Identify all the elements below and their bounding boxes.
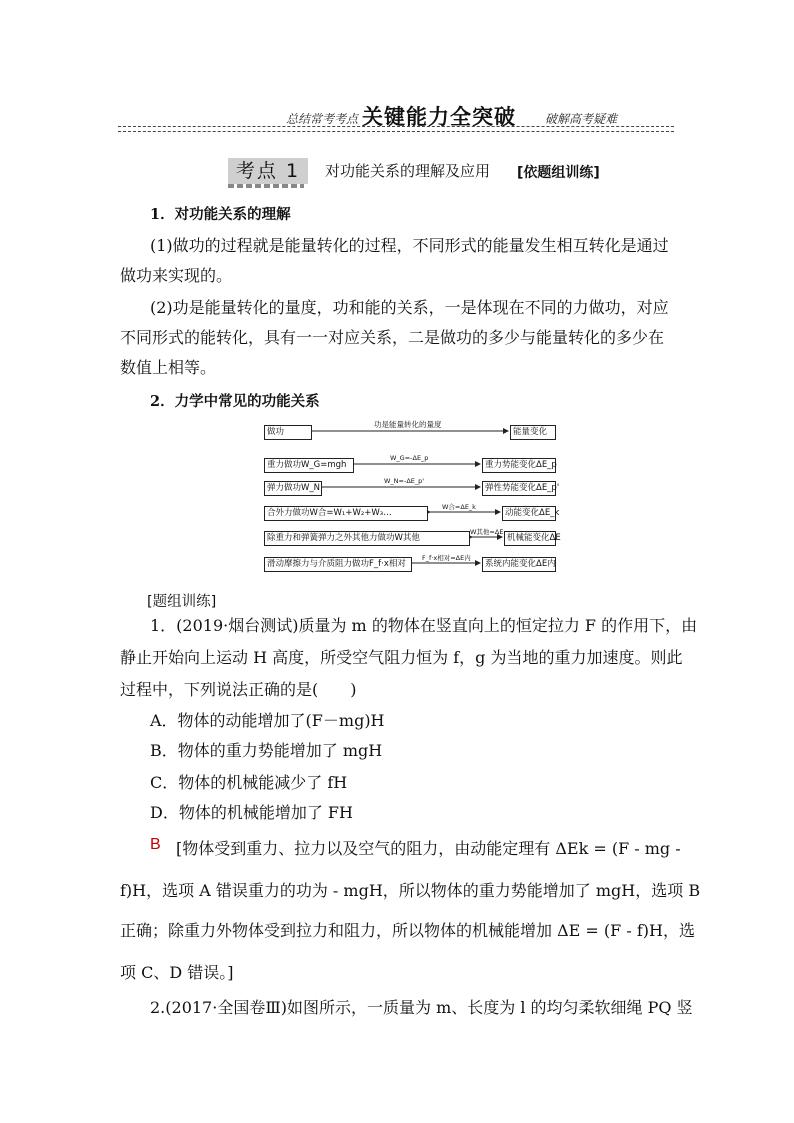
- q1-explanation-line3: 正确；除重力外物体受到拉力和阻力，所以物体的机械能增加 ΔE = (F - f)H，选: [120, 921, 695, 940]
- diagram-row2-arrow-label: W_N=-ΔE_p': [384, 477, 425, 485]
- q1-explanation-line2: f)H，选项 A 错误重力的功为 - mgH，所以物体的重力势能增加了 mgH，选项 B: [120, 881, 701, 900]
- diagram-top-label: 功是能量转化的量度: [374, 420, 442, 429]
- diagram-row2-right: 弹性势能变化ΔE_p': [482, 481, 556, 496]
- q1-explanation-line1: [物体受到重力、拉力以及空气的阻力，由动能定理有 ΔEk = (F - mg -: [176, 839, 681, 858]
- section-title: 对功能关系的理解及应用: [325, 162, 491, 180]
- section-badge-underline: [228, 184, 304, 188]
- part1-p1-line1: (1)做功的过程就是能量转化的过程，不同形式的能量发生相互转化是通过: [150, 236, 669, 255]
- q1-answer: B: [150, 836, 161, 853]
- header-left: 总结常考考点: [286, 112, 359, 126]
- diagram-row5-left: 滑动摩擦力与介质阻力做功F_f·x相对: [264, 557, 412, 572]
- diagram-row4-right: 机械能变化ΔE: [504, 531, 556, 546]
- part1-heading: 1．对功能关系的理解: [150, 206, 291, 223]
- q2-line1: 2.(2017·全国卷Ⅲ)如图所示，一质量为 m、长度为 l 的均匀柔软细绳 PQ 竖: [150, 998, 693, 1017]
- q1-option-c: C．物体的机械能减少了 fH: [150, 773, 348, 792]
- work-energy-diagram: [262, 417, 561, 575]
- part1-p1-line2: 做功来实现的。: [120, 266, 233, 285]
- part1-p2-line3: 数值上相等。: [120, 358, 217, 377]
- header-title: 关键能力全突破: [362, 105, 516, 129]
- part1-p2-line2: 不同形式的能转化，具有一一对应关系，二是做功的多少与能量转化的多少在: [120, 328, 665, 347]
- q1-option-d: D．物体的机械能增加了 FH: [150, 803, 353, 822]
- diagram-row4-arrow-label: W其他=ΔE: [470, 528, 504, 536]
- diagram-row4-left: 除重力和弹簧弹力之外其他力做功W其他: [264, 531, 470, 546]
- diagram-row2-left: 弹力做功W_N: [264, 481, 322, 496]
- part1-p2-line1: (2)功是能量转化的量度，功和能的关系，一是体现在不同的力做功，对应: [150, 298, 669, 317]
- header-rule: [118, 126, 674, 127]
- diagram-row3-right: 动能变化ΔE_k: [502, 506, 556, 521]
- q1-line3: 过程中，下列说法正确的是( ): [120, 680, 357, 699]
- diagram-row1-left: 重力做功W_G=mgh: [264, 458, 354, 473]
- q1-option-a: A．物体的动能增加了(F－mg)H: [150, 711, 385, 730]
- section-badge: 考点 1: [228, 158, 308, 184]
- q1-line1: 1．(2019·烟台测试)质量为 m 的物体在竖直向上的恒定拉力 F 的作用下，由: [150, 616, 698, 635]
- diagram-row3-left: 合外力做功W合=W₁+W₂+W₃…: [264, 506, 428, 521]
- diagram-row1-arrow-label: W_G=-ΔE_p: [390, 454, 429, 462]
- diagram-right-head: 能量变化: [510, 425, 556, 440]
- diagram-left-head: 做功: [264, 425, 312, 440]
- diagram-row5-right: 系统内能变化ΔE内: [482, 557, 556, 572]
- section-tag: [依题组训练]: [517, 165, 600, 181]
- q1-option-b: B．物体的重力势能增加了 mgH: [150, 741, 383, 760]
- diagram-row5-arrow-label: F_f·x相对=ΔE内: [422, 554, 471, 562]
- diagram-row1-right: 重力势能变化ΔE_p: [482, 458, 556, 473]
- part2-heading: 2．力学中常见的功能关系: [150, 393, 320, 410]
- header-rule-2: [118, 131, 674, 132]
- exercise-tag: [题组训练]: [147, 594, 217, 610]
- q1-line2: 静止开始向上运动 H 高度，所受空气阻力恒为 f，g 为当地的重力加速度。则此: [120, 648, 683, 667]
- diagram-row3-arrow-label: W合=ΔE_k: [442, 503, 476, 511]
- q1-explanation-line4: 项 C、D 错误。]: [120, 963, 234, 982]
- diagram-arrows: [262, 417, 558, 575]
- header-right: 破解高考疑难: [545, 112, 618, 126]
